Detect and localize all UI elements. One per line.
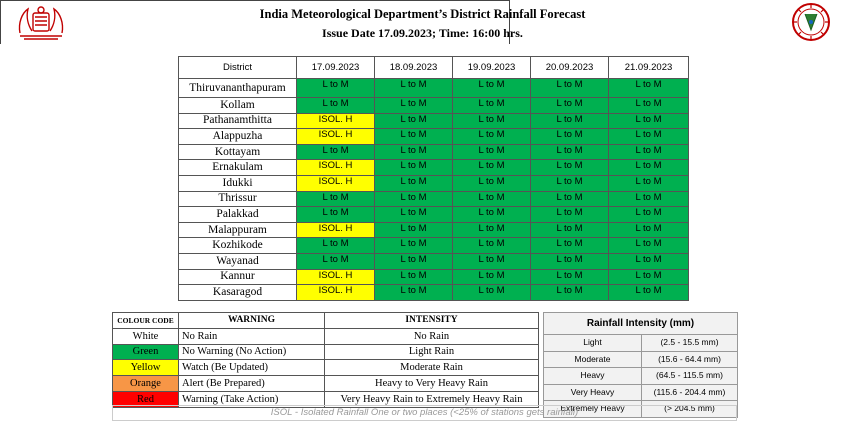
legend-row (113, 344, 539, 360)
colour-code-swatch: Orange (113, 376, 179, 392)
forecast-cell: L to M (453, 285, 531, 301)
intensity-text: Heavy to Very Heavy Rain (325, 376, 539, 392)
forecast-cell: ISOL. H (297, 222, 375, 238)
date-column-header: 18.09.2023 (375, 57, 453, 79)
intensity-range: (2.5 - 15.5 mm) (642, 335, 738, 352)
forecast-cell: L to M (453, 113, 531, 129)
forecast-cell: ISOL. H (297, 285, 375, 301)
date-column-header: 21.09.2023 (609, 57, 689, 79)
date-column-header: 20.09.2023 (531, 57, 609, 79)
forecast-cell: L to M (375, 222, 453, 238)
colour-code-swatch: Yellow (113, 360, 179, 376)
intensity-header: INTENSITY (325, 313, 539, 329)
forecast-cell: L to M (609, 79, 689, 98)
forecast-cell: L to M (609, 98, 689, 114)
forecast-cell: L to M (531, 79, 609, 98)
forecast-cell: L to M (531, 207, 609, 223)
warning-header: WARNING (179, 313, 325, 329)
intensity-row (544, 368, 738, 385)
intensity-category: Heavy (544, 368, 642, 385)
forecast-cell: L to M (453, 160, 531, 176)
district-name: Kasaragod (179, 285, 297, 301)
colour-code-header: COLOUR CODE (113, 313, 179, 329)
forecast-cell: ISOL. H (297, 113, 375, 129)
forecast-cell: L to M (375, 285, 453, 301)
forecast-cell: L to M (609, 253, 689, 269)
table-row (179, 222, 689, 238)
district-name: Ernakulam (179, 160, 297, 176)
legend-row (113, 360, 539, 376)
table-row (179, 238, 689, 254)
intensity-range: (15.6 - 64.4 mm) (642, 351, 738, 368)
intensity-category: Very Heavy (544, 384, 642, 401)
forecast-cell: L to M (453, 253, 531, 269)
rainfall-intensity-table (543, 312, 738, 418)
intensity-category: Light (544, 335, 642, 352)
forecast-cell: L to M (609, 129, 689, 145)
forecast-cell: L to M (453, 222, 531, 238)
page-title: India Meteorological Department’s District Rainfall Forecast (259, 7, 586, 21)
table-row (179, 253, 689, 269)
table-row (179, 113, 689, 129)
forecast-cell: L to M (531, 160, 609, 176)
intensity-row (544, 384, 738, 401)
forecast-rows (179, 79, 689, 301)
forecast-cell: L to M (375, 79, 453, 98)
table-row (179, 160, 689, 176)
forecast-cell: L to M (297, 207, 375, 223)
forecast-cell: L to M (453, 269, 531, 285)
forecast-header (0, 0, 586, 44)
forecast-cell: L to M (297, 79, 375, 98)
legend-row (113, 376, 539, 392)
forecast-cell: L to M (531, 238, 609, 254)
forecast-cell: L to M (375, 207, 453, 223)
table-row (179, 175, 689, 191)
forecast-cell: L to M (609, 238, 689, 254)
forecast-cell: L to M (609, 222, 689, 238)
forecast-cell: L to M (609, 144, 689, 160)
warning-text: No Warning (No Action) (179, 344, 325, 360)
colour-code-swatch: Green (113, 344, 179, 360)
forecast-cell: L to M (375, 129, 453, 145)
warning-text: Watch (Be Updated) (179, 360, 325, 376)
warning-text: Warning (Take Action) (179, 391, 325, 407)
forecast-cell: L to M (531, 285, 609, 301)
intensity-range: (64.5 - 115.5 mm) (642, 368, 738, 385)
forecast-cell: L to M (375, 253, 453, 269)
forecast-cell: L to M (297, 238, 375, 254)
forecast-cell: L to M (609, 113, 689, 129)
date-column-header: 19.09.2023 (453, 57, 531, 79)
forecast-cell: L to M (453, 175, 531, 191)
forecast-cell: L to M (531, 253, 609, 269)
forecast-cell: ISOL. H (297, 175, 375, 191)
table-row (179, 129, 689, 145)
forecast-cell: L to M (375, 269, 453, 285)
forecast-cell: L to M (453, 144, 531, 160)
district-name: Kozhikode (179, 238, 297, 254)
district-name: Idukki (179, 175, 297, 191)
intensity-title: Rainfall Intensity (mm) (544, 313, 738, 335)
forecast-cell: L to M (609, 175, 689, 191)
colour-code-swatch: Red (113, 391, 179, 407)
forecast-cell: L to M (609, 160, 689, 176)
forecast-cell: L to M (531, 222, 609, 238)
forecast-header-row (179, 57, 689, 79)
forecast-cell: L to M (375, 191, 453, 207)
forecast-cell: L to M (297, 144, 375, 160)
district-name: Kollam (179, 98, 297, 114)
forecast-cell: L to M (531, 175, 609, 191)
colour-code-swatch: White (113, 328, 179, 344)
district-name: Pathanamthitta (179, 113, 297, 129)
intensity-range: (> 204.5 mm) (642, 401, 738, 418)
legend-row (113, 328, 539, 344)
forecast-cell: ISOL. H (297, 269, 375, 285)
date-column-header: 17.09.2023 (297, 57, 375, 79)
table-row (179, 207, 689, 223)
district-name: Kottayam (179, 144, 297, 160)
table-row (179, 191, 689, 207)
intensity-text: Light Rain (325, 344, 539, 360)
intensity-category: Moderate (544, 351, 642, 368)
forecast-cell: L to M (531, 191, 609, 207)
intensity-range: (115.6 - 204.4 mm) (642, 384, 738, 401)
forecast-cell: L to M (531, 269, 609, 285)
district-name: Wayanad (179, 253, 297, 269)
table-row (179, 98, 689, 114)
forecast-cell: L to M (531, 144, 609, 160)
forecast-cell: L to M (453, 207, 531, 223)
forecast-cell: L to M (375, 144, 453, 160)
forecast-cell: L to M (609, 285, 689, 301)
forecast-cell: L to M (609, 191, 689, 207)
forecast-cell: L to M (297, 98, 375, 114)
forecast-cell: L to M (375, 175, 453, 191)
issue-date: Issue Date 17.09.2023; Time: 16:00 hrs. (322, 26, 523, 40)
legend-rows (113, 328, 539, 407)
forecast-cell: L to M (453, 98, 531, 114)
district-name: Malappuram (179, 222, 297, 238)
forecast-cell: L to M (375, 98, 453, 114)
table-row (179, 79, 689, 98)
forecast-cell: ISOL. H (297, 160, 375, 176)
forecast-cell: L to M (375, 113, 453, 129)
district-forecast-table (178, 56, 689, 301)
forecast-cell: L to M (453, 238, 531, 254)
intensity-text: No Rain (325, 328, 539, 344)
forecast-cell: L to M (531, 129, 609, 145)
forecast-cell: L to M (453, 79, 531, 98)
colour-code-legend (112, 312, 539, 408)
warning-text: Alert (Be Prepared) (179, 376, 325, 392)
intensity-text: Moderate Rain (325, 360, 539, 376)
district-name: Thiruvananthapuram (179, 79, 297, 98)
intensity-category: Extremely Heavy (544, 401, 642, 418)
forecast-cell: L to M (375, 238, 453, 254)
forecast-cell: L to M (609, 269, 689, 285)
forecast-cell: L to M (531, 98, 609, 114)
forecast-cell: ISOL. H (297, 129, 375, 145)
table-row (179, 144, 689, 160)
table-row (179, 269, 689, 285)
intensity-row (544, 351, 738, 368)
warning-text: No Rain (179, 328, 325, 344)
forecast-cell: L to M (453, 129, 531, 145)
district-name: Palakkad (179, 207, 297, 223)
forecast-cell: L to M (297, 253, 375, 269)
isol-footnote: ISOL - Isolated Rainfall One or two places (<25% of stations gets rainfall) (112, 405, 737, 421)
forecast-cell: L to M (297, 191, 375, 207)
forecast-cell: L to M (375, 160, 453, 176)
district-name: Thrissur (179, 191, 297, 207)
legend-header-row (113, 313, 539, 329)
table-row (179, 285, 689, 301)
forecast-cell: L to M (609, 207, 689, 223)
intensity-text: Very Heavy Rain to Extremely Heavy Rain (325, 391, 539, 407)
district-name: Alappuzha (179, 129, 297, 145)
forecast-cell: L to M (453, 191, 531, 207)
district-name: Kannur (179, 269, 297, 285)
imd-logo-icon (791, 2, 831, 42)
intensity-row (544, 335, 738, 352)
forecast-cell: L to M (531, 113, 609, 129)
district-column-header: District (179, 57, 297, 79)
